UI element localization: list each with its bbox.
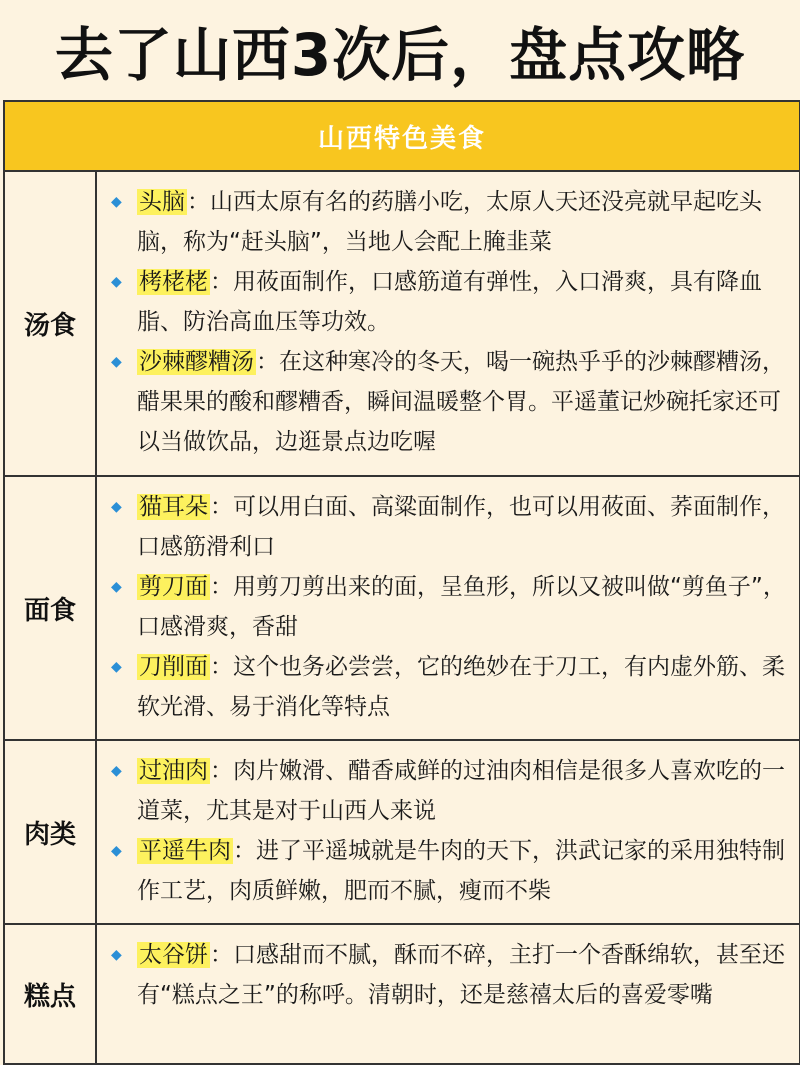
food-name: 沙棘醪糟汤 [139,349,254,375]
page-title: 去了山西3次后，盘点攻略 [54,21,746,89]
list-item: ◆ 栲栳栳：用莜面制作，口感筋道有弹性，入口滑爽，具有降血脂、防治高血压等功效。 [111,262,787,342]
food-name: 太谷饼 [139,942,208,968]
table-row-soup [5,172,799,477]
list-item: ◆ 平遥牛肉：进了平遥城就是牛肉的天下，洪武记家的采用独特制作工艺，肉质鲜嫩，肥而不腻，瘦而不柴 [111,831,787,911]
food-name: 过油肉 [139,758,208,784]
food-name: 刀削面 [139,654,208,680]
row-content [97,172,799,475]
food-desc: 口感甜而不腻，酥而不碎，主打一个香酥绵软，甚至还有“糕点之王”的称呼。清朝时，还是慈禧太后的喜爱零嘴 [137,942,785,1008]
row-content [97,741,799,923]
diamond-bullet-icon: ◆ [111,843,122,859]
diamond-bullet-icon: ◆ [111,579,122,595]
food-table [3,100,800,1065]
food-desc: 这个也务必尝尝，它的绝妙在于刀工，有内虚外筋、柔软光滑、易于消化等特点 [137,654,785,720]
category-label: 糕点 [5,925,97,1063]
table-header: 山西特色美食 [5,102,799,172]
food-name: 平遥牛肉 [139,838,231,864]
diamond-bullet-icon: ◆ [111,194,122,210]
list-item: ◆ 过油肉：肉片嫩滑、醋香咸鲜的过油肉相信是很多人喜欢吃的一道菜，尤其是对于山西人来说 [111,751,787,831]
list-item: ◆ 猫耳朵：可以用白面、高粱面制作，也可以用莜面、荞面制作，口感筋滑利口 [111,487,787,567]
list-item: ◆ 太谷饼：口感甜而不腻，酥而不碎，主打一个香酥绵软，甚至还有“糕点之王”的称呼。清朝时，还是慈禧太后的喜爱零嘴 [111,935,787,1015]
diamond-bullet-icon: ◆ [111,354,122,370]
row-content [97,477,799,739]
diamond-bullet-icon: ◆ [111,659,122,675]
diamond-bullet-icon: ◆ [111,947,122,963]
diamond-bullet-icon: ◆ [111,499,122,515]
row-content [97,925,799,1063]
food-name: 头脑 [139,189,185,215]
table-row-noodles [5,477,799,741]
diamond-bullet-icon: ◆ [111,763,122,779]
category-label: 肉类 [5,741,97,923]
category-label: 面食 [5,477,97,739]
food-desc: 用剪刀剪出来的面，呈鱼形，所以又被叫做“剪鱼子”，口感滑爽，香甜 [137,574,786,640]
list-item: ◆ 剪刀面：用剪刀剪出来的面，呈鱼形，所以又被叫做“剪鱼子”，口感滑爽，香甜 [111,567,787,647]
diamond-bullet-icon: ◆ [111,274,122,290]
food-desc: 用莜面制作，口感筋道有弹性，入口滑爽，具有降血脂、防治高血压等功效。 [137,269,762,335]
list-item: ◆ 沙棘醪糟汤：在这种寒冷的冬天，喝一碗热乎乎的沙棘醪糟汤，醋果果的酸和醪糟香，瞬间温暖整个胃。平遥董记炒碗托家还可以当做饮品，边逛景点边吃喔 [111,342,787,462]
food-name: 猫耳朵 [139,494,208,520]
table-row-pastry [5,925,799,1063]
food-desc: 山西太原有名的药膳小吃，太原人天还没亮就早起吃头脑，称为“赶头脑”，当地人会配上腌韭菜 [137,189,762,255]
food-name: 栲栳栳 [139,269,208,295]
category-label: 汤食 [5,172,97,475]
list-item: ◆ 刀削面：这个也务必尝尝，它的绝妙在于刀工，有内虚外筋、柔软光滑、易于消化等特点 [111,647,787,727]
food-desc: 肉片嫩滑、醋香咸鲜的过油肉相信是很多人喜欢吃的一道菜，尤其是对于山西人来说 [137,758,785,824]
table-row-meat [5,741,799,925]
food-desc: 进了平遥城就是牛肉的天下，洪武记家的采用独特制作工艺，肉质鲜嫩，肥而不腻，瘦而不柴 [137,838,785,904]
list-item: ◆ 头脑：山西太原有名的药膳小吃，太原人天还没亮就早起吃头脑，称为“赶头脑”，当地人会配上腌韭菜 [111,182,787,262]
food-desc: 在这种寒冷的冬天，喝一碗热乎乎的沙棘醪糟汤，醋果果的酸和醪糟香，瞬间温暖整个胃。平遥董记炒碗托家还可以当做饮品，边逛景点边吃喔 [137,349,785,455]
food-desc: 可以用白面、高粱面制作，也可以用莜面、荞面制作，口感筋滑利口 [137,494,785,560]
food-name: 剪刀面 [139,574,208,600]
